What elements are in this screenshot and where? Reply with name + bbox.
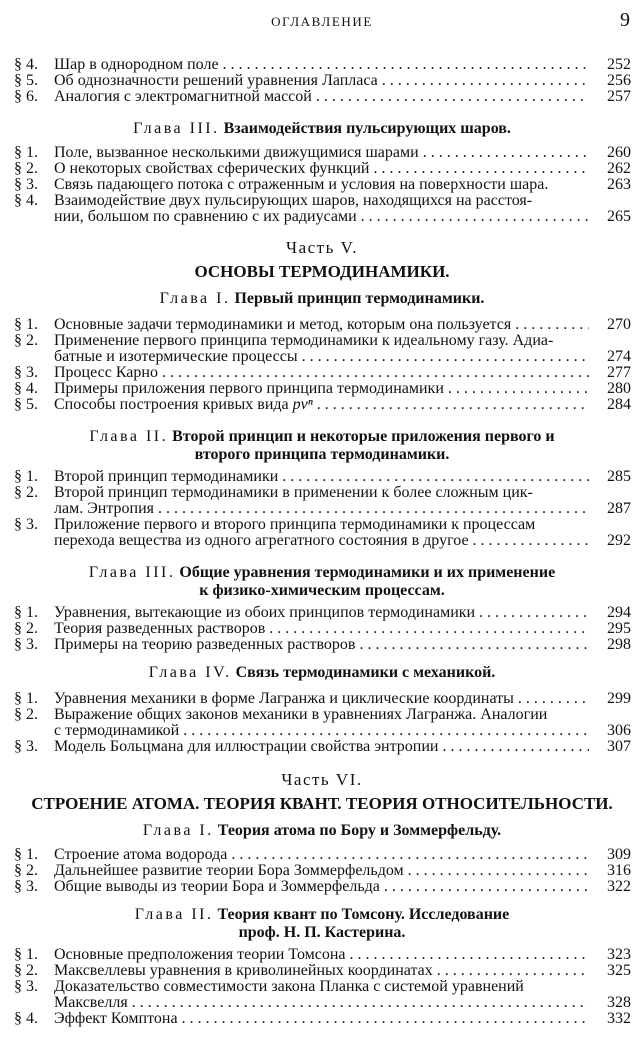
entry-title: Максвеллевы уравнения в криволинейных координатах . . . [54, 962, 589, 980]
entry-page: 252 [607, 56, 631, 73]
entry-title: Об однозначности решений уравнения Лапласа . . . [54, 72, 589, 90]
section-number: § 5. [14, 396, 38, 413]
chapter-title: Первый принцип термодинамики. [234, 290, 485, 307]
entry-title: Строение атома водорода . . . [54, 846, 589, 864]
entry-page: 323 [607, 946, 631, 963]
entry-page: 265 [607, 208, 631, 225]
entry-title-cont: батные и изотермические процессы . . . [54, 348, 589, 366]
chapter-heading [0, 290, 644, 308]
section-number: § 2. [14, 706, 38, 723]
entry-title: Примеры приложения первого принципа термодинамики . . . [54, 380, 589, 398]
toc-entry[interactable] [14, 88, 631, 106]
entry-title: Шар в однородном поле . . . [54, 56, 589, 74]
entry-page: 274 [607, 348, 631, 365]
toc-entry[interactable] [14, 396, 631, 414]
part-title: СТРОЕНИЕ АТОМА. ТЕОРИЯ КВАНТ. ТЕОРИЯ ОТНОСИТЕЛЬНОСТИ. [31, 794, 613, 813]
entry-page: 306 [607, 722, 631, 739]
entry-title: Уравнения механики в форме Лагранжа и циклические координаты . . . [54, 690, 589, 708]
chapter-heading [0, 564, 644, 600]
section-number: § 2. [14, 484, 38, 501]
entry-title-cont: Максвелля . . . [54, 994, 589, 1012]
entry-title: Поле, вызванное несколькими движущимися шарами . . . [54, 144, 589, 162]
formula: pvⁿ [292, 396, 313, 413]
entry-page: 287 [607, 500, 631, 517]
chapter-label: Глава II. [134, 906, 214, 923]
section-number: § 3. [14, 176, 38, 193]
section-number: § 2. [14, 620, 38, 637]
section-number: § 2. [14, 862, 38, 879]
entry-page: 298 [607, 636, 631, 653]
entry-title: Дальнейшее развитие теории Бора Зоммерфельдом . . . [54, 862, 589, 880]
chapter-label: Глава II. [89, 428, 169, 445]
section-number: § 3. [14, 978, 38, 995]
section-number: § 2. [14, 160, 38, 177]
section-number: § 1. [14, 468, 38, 485]
toc-entry[interactable] [14, 1010, 631, 1028]
entry-page: 260 [607, 144, 631, 161]
entry-page: 285 [607, 468, 631, 485]
entry-title: Выражение общих законов механики в уравнениях Лагранжа. Аналогии [54, 706, 548, 723]
chapter-title: Второй принцип и некоторые приложения первого и [172, 428, 555, 445]
entry-page: 299 [607, 690, 631, 707]
entry-title-cont: перехода вещества из одного агрегатного состояния в другое . . . [54, 532, 589, 550]
entry-page: 280 [607, 380, 631, 397]
page-header [0, 0, 644, 44]
section-number: § 4. [14, 56, 38, 73]
part-label: Часть VI. [281, 770, 363, 789]
toc-entry[interactable] [14, 636, 631, 654]
entry-page: 270 [607, 316, 631, 333]
chapter-label: Глава I. [159, 290, 231, 307]
entry-title: Доказательство совместимости закона Планка с системой уравнений [54, 978, 524, 995]
entry-page: 309 [607, 846, 631, 863]
entry-title: Второй принцип термодинамики в применении к более сложным цик- [54, 484, 533, 501]
toc-entry[interactable] [14, 738, 631, 756]
entry-page: 325 [607, 962, 631, 979]
entry-title: Основные предположения теории Томсона . . . [54, 946, 589, 964]
entry-title: Приложение первого и второго принципа термодинамики к процессам [54, 516, 536, 533]
section-number: § 3. [14, 364, 38, 381]
chapter-title-cont: к физико-химическим процессам. [199, 582, 445, 599]
entry-page: 332 [607, 1010, 631, 1027]
chapter-heading [0, 664, 644, 682]
part-label: Часть V. [286, 238, 358, 257]
section-number: § 2. [14, 332, 38, 349]
chapter-heading [0, 120, 644, 138]
section-number: § 2. [14, 962, 38, 979]
toc-entry-continuation[interactable] [14, 532, 631, 550]
section-number: § 1. [14, 316, 38, 333]
section-number: § 3. [14, 738, 38, 755]
section-number: § 1. [14, 144, 38, 161]
entry-title: Второй принцип термодинамики . . . [54, 468, 589, 486]
section-number: § 4. [14, 1010, 38, 1027]
section-number: § 1. [14, 604, 38, 621]
entry-title: О некоторых свойствах сферических функций . . . [54, 160, 589, 178]
entry-page: 263 [607, 176, 631, 193]
chapter-label: Глава IV. [148, 664, 232, 681]
entry-page: 328 [607, 994, 631, 1011]
chapter-title: Теория квант по Томсону. Исследование [217, 906, 510, 923]
chapter-title: Теория атома по Бору и Зоммерфельду. [217, 822, 502, 839]
entry-title: Уравнения, вытекающие из обоих принципов термодинамики . . . [54, 604, 589, 622]
entry-title-cont: лам. Энтропия . . . [54, 500, 589, 518]
entry-title: Процесс Карно . . . [54, 364, 589, 382]
entry-page: 295 [607, 620, 631, 637]
section-number: § 1. [14, 846, 38, 863]
chapter-title: Взаимодействия пульсирующих шаров. [223, 120, 511, 137]
chapter-title: Связь термодинамики с механикой. [235, 664, 496, 681]
entry-page: 307 [607, 738, 631, 755]
entry-page: 277 [607, 364, 631, 381]
chapter-title-cont: проф. Н. П. Кастерина. [238, 924, 406, 941]
entry-title: Связь падающего потока с отраженным и условия на поверхности шара. [54, 176, 549, 193]
chapter-label: Глава I. [142, 822, 214, 839]
chapter-heading [0, 822, 644, 840]
entry-title: Теория разведенных растворов . . . [54, 620, 589, 638]
entry-page: 294 [607, 604, 631, 621]
entry-title: Модель Больцмана для иллюстрации свойства энтропии . . . [54, 738, 589, 756]
entry-page: 316 [607, 862, 631, 879]
entry-title: Применение первого принципа термодинамики к идеальному газу. Адиа- [54, 332, 554, 349]
entry-page: 257 [607, 88, 631, 105]
section-number: § 3. [14, 636, 38, 653]
toc-entry[interactable] [14, 878, 631, 896]
chapter-label: Глава III. [133, 120, 220, 137]
chapter-heading [0, 428, 644, 464]
entry-title: Примеры на теорию разведенных растворов . . . [54, 636, 589, 654]
toc-entry-continuation[interactable] [14, 208, 631, 226]
entry-title: Эффект Комптона . . . [54, 1010, 589, 1028]
entry-page: 256 [607, 72, 631, 89]
entry-title: Основные задачи термодинамики и метод, которым она пользуется . . . [54, 316, 589, 334]
entry-page: 284 [607, 396, 631, 413]
entry-title: Взаимодействие двух пульсирующих шаров, находящихся на расстоя- [54, 192, 533, 209]
entry-page: 262 [607, 160, 631, 177]
section-number: § 5. [14, 72, 38, 89]
chapter-title: Общие уравнения термодинамики и их применение [179, 564, 556, 581]
entry-title: Способы построения кривых вида [54, 396, 289, 413]
entry-title-cont: нии, большом по сравнению с их радиусами . . . [54, 208, 589, 226]
section-number: § 3. [14, 878, 38, 895]
section-number: § 4. [14, 192, 38, 209]
page-number: 9 [620, 9, 630, 31]
part-title: ОСНОВЫ ТЕРМОДИНАМИКИ. [194, 262, 450, 281]
running-head: ОГЛАВЛЕНИЕ [271, 14, 373, 29]
chapter-title-cont: второго принципа термодинамики. [194, 446, 450, 463]
section-number: § 6. [14, 88, 38, 105]
entry-title: Общие выводы из теории Бора и Зоммерфельда . . . [54, 878, 589, 896]
section-number: § 1. [14, 690, 38, 707]
chapter-label: Глава III. [88, 564, 176, 581]
entry-page: 322 [607, 878, 631, 895]
section-number: § 3. [14, 516, 38, 533]
chapter-heading [0, 906, 644, 942]
entry-page: 292 [607, 532, 631, 549]
entry-title-cont: с термодинамикой . . . [54, 722, 589, 740]
section-number: § 4. [14, 380, 38, 397]
section-number: § 1. [14, 946, 38, 963]
entry-title: Аналогия с электромагнитной массой . . . [54, 88, 589, 106]
